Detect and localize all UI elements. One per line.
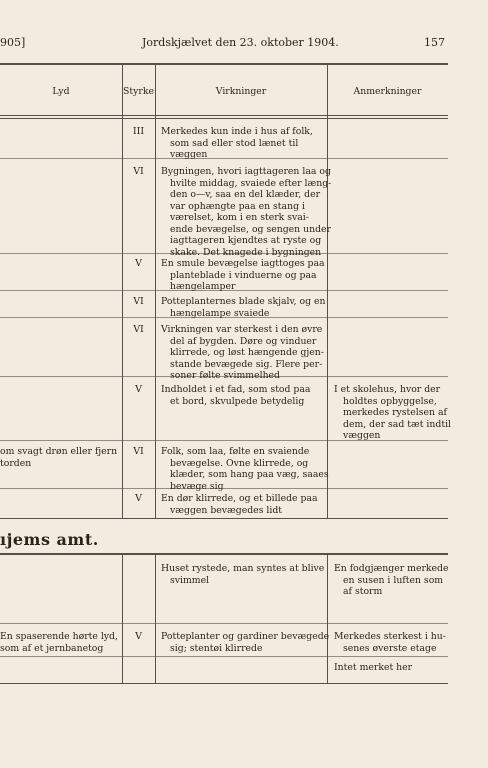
column-header-anmerkninger: Anmerkninger — [353, 86, 422, 97]
virkninger-cell: En smule bevægelse iagttoges paa planteblade i vinduerne og paa hængelamper — [161, 258, 325, 292]
styrke-cell: V — [135, 384, 142, 395]
lyd-cell: En spaserende hørte lyd, som af et jernbanetog — [0, 631, 118, 654]
table-top-rule — [0, 63, 448, 65]
virkninger-cell: Huset rystede, man syntes at blive svimmel — [161, 563, 325, 586]
table2-bottom-rule — [0, 683, 448, 684]
column-header-virkninger: Virkninger — [215, 86, 267, 97]
virkninger-cell: Virkningen var sterkest i den øvre del af bygden. Døre og vinduer klirrede, og løst hængende gjen- stande bevægede sig. Flere per- soner følte svimmelhed — [161, 324, 324, 381]
virkninger-cell: Indholdet i et fad, som stod paa et bord, skvulpede betydelig — [161, 384, 311, 407]
styrke-cell: III — [132, 126, 145, 137]
anmerkninger-cell: En fodgjænger merkede en susen i luften som af storm — [334, 563, 449, 597]
styrke-cell: VI — [133, 166, 144, 177]
header-left: 905] — [0, 36, 26, 49]
page-number: 157 — [424, 36, 445, 49]
table2-col-divider-2 — [155, 553, 156, 683]
section-title: ıjems amt. — [0, 530, 99, 549]
anmerkninger-cell: I et skolehus, hvor der holdtes opbyggelse, merkedes rystelsen af dem, der sad tæt indtil væggen — [334, 384, 452, 441]
row-separator — [0, 656, 448, 657]
anmerkninger-cell: Merkedes sterkest i hu- senes øverste etage — [334, 631, 446, 654]
column-header-styrke: Styrke — [123, 86, 154, 97]
virkninger-cell: Potteplanternes blade skjalv, og en hængelampe svaiede — [161, 296, 326, 319]
anmerkninger-cell: Intet merket her — [334, 662, 413, 673]
header-bottom-rule — [0, 115, 448, 116]
styrke-cell: VI — [133, 446, 144, 457]
table-bottom-rule — [0, 518, 448, 519]
virkninger-cell: Potteplanter og gardiner bevægede sig; stentøi klirrede — [161, 631, 330, 654]
row-separator — [0, 623, 448, 624]
column-header-lyd: Lyd — [52, 86, 70, 97]
styrke-cell: VI — [133, 296, 144, 307]
styrke-cell: V — [135, 631, 142, 642]
styrke-cell: V — [135, 258, 142, 269]
styrke-cell: VI — [133, 324, 144, 335]
table2-col-divider-1 — [122, 553, 123, 683]
styrke-cell: V — [135, 493, 142, 504]
lyd-cell: om svagt drøn eller fjern torden — [0, 446, 118, 469]
virkninger-cell: Merkedes kun inde i hus af folk, som sad eller stod lænet til væggen — [161, 126, 313, 160]
virkninger-cell: Bygningen, hvori iagttageren laa og hvilte middag, svaiede efter læng- den o—v, saa en del klæder, der var ophængte paa en stang i værelset, kom i en sterk svai- ende bevægelse, og sengen under iagttageren kjendtes at ryste og skake. Det knagede i bygningen — [161, 166, 332, 258]
running-title: Jordskjælvet den 23. oktober 1904. — [142, 36, 339, 49]
virkninger-cell: Folk, som laa, følte en svaiende bevægelse. Ovne klirrede, og klæder, som hang paa væg, saaes bevæge sig — [161, 446, 329, 492]
virkninger-cell: En dør klirrede, og et billede paa væggen bevægedes lidt — [161, 493, 318, 516]
table2-top-rule — [0, 553, 448, 555]
header-bottom-rule-2 — [0, 118, 448, 119]
